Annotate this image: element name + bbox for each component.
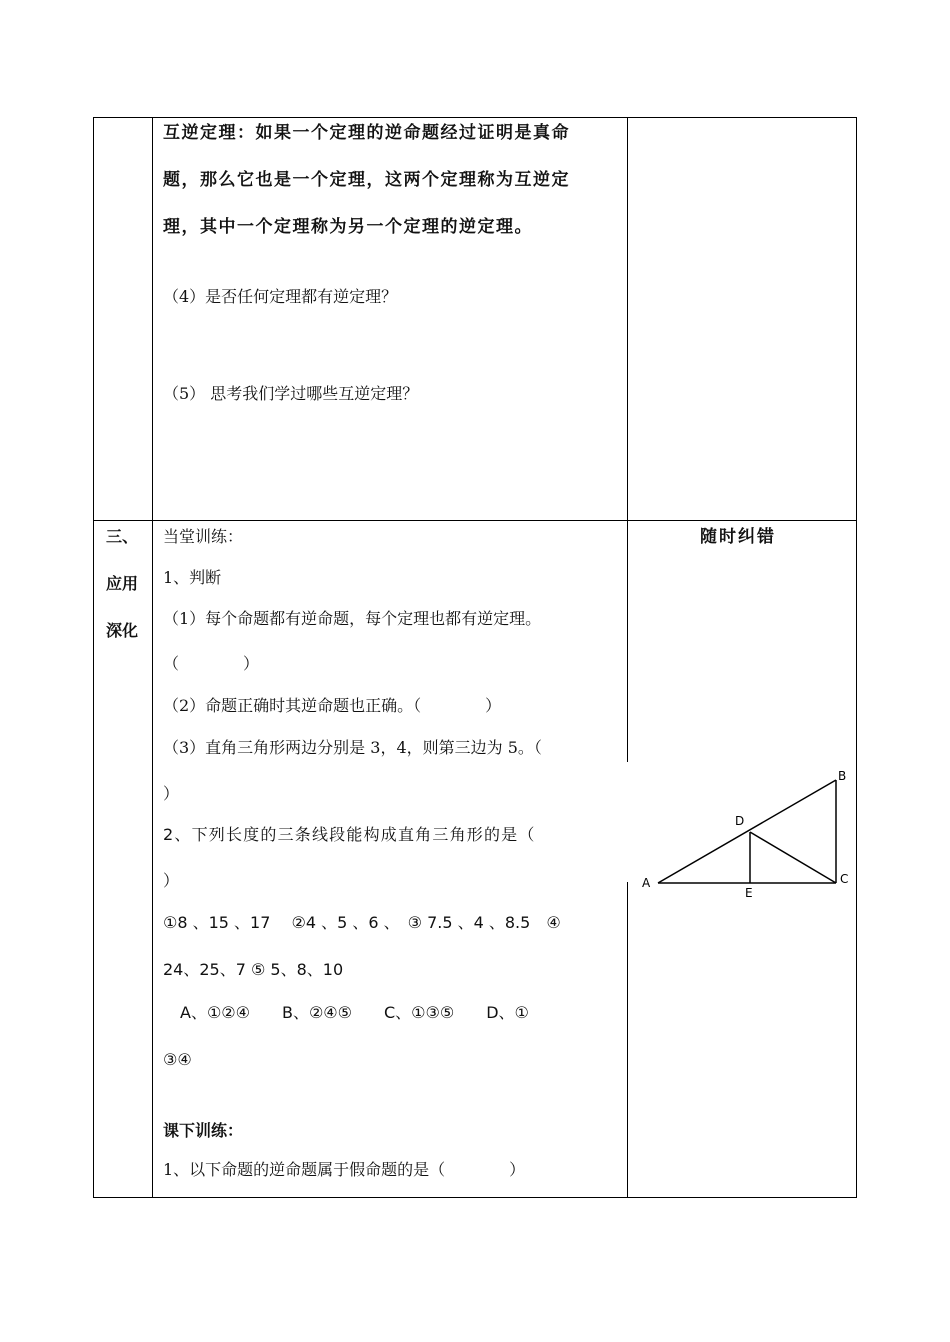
item2-options-line-1: ①8 、15 、17 ②4 、5 、6 、 ③ 7.5 、4 、8.5 ④ — [163, 913, 561, 932]
table-top-border — [93, 117, 857, 118]
item1-c-close: ） — [163, 784, 180, 803]
right-column-header: 随时纠错 — [700, 527, 776, 547]
item1-b: （2）命题正确时其逆命题也正确。（ ） — [163, 696, 502, 715]
section-label-2: 应用 — [106, 574, 139, 593]
segment-dc — [750, 832, 836, 883]
section-label-1: 三、 — [106, 527, 139, 546]
item2-title-close: ） — [163, 871, 180, 890]
item1-a: （1）每个命题都有逆命题，每个定理也都有逆定理。 — [163, 609, 542, 628]
homework-title: 课下训练： — [163, 1121, 244, 1140]
row-divider — [93, 520, 857, 521]
label-e: E — [745, 886, 753, 900]
label-a: A — [642, 876, 651, 890]
column-divider-1 — [152, 117, 153, 1198]
item1-title: 1、判断 — [163, 568, 222, 587]
label-c: C — [840, 872, 849, 886]
class-practice-title: 当堂训练： — [163, 527, 244, 546]
label-b: B — [838, 769, 847, 783]
table-right-border — [856, 117, 857, 1198]
section-label-3: 深化 — [106, 621, 139, 640]
definition-line-3: 理，其中一个定理称为另一个定理的逆定理。 — [163, 217, 533, 237]
label-d: D — [735, 814, 745, 828]
item2-title: 2、下列长度的三条线段能构成直角三角形的是（ — [163, 825, 536, 844]
table-left-border — [93, 117, 94, 1198]
definition-line-2: 题，那么它也是一个定理，这两个定理称为互逆定 — [163, 170, 570, 190]
item2-options-line-2: 24、25、7 ⑤ 5、8、10 — [163, 960, 344, 979]
item2-choices-line-1: A、①②④ B、②④⑤ C、①③⑤ D、① — [180, 1003, 529, 1022]
figure-mask — [625, 762, 629, 882]
triangle-figure — [638, 765, 853, 900]
column-divider-2 — [627, 117, 628, 1198]
question-5: （5） 思考我们学过哪些互逆定理？ — [163, 384, 419, 403]
item2-choices-line-2: ③④ — [163, 1050, 192, 1069]
item1-c: （3）直角三角形两边分别是 3，4，则第三边为 5。（ — [163, 738, 542, 757]
table-bottom-border — [93, 1197, 857, 1198]
item1-a-paren: （ ） — [163, 654, 260, 673]
homework-item-1: 1、以下命题的逆命题属于假命题的是（ ） — [163, 1160, 526, 1179]
question-4: （4）是否任何定理都有逆定理？ — [163, 287, 398, 306]
definition-line-1: 互逆定理：如果一个定理的逆命题经过证明是真命 — [163, 123, 570, 143]
